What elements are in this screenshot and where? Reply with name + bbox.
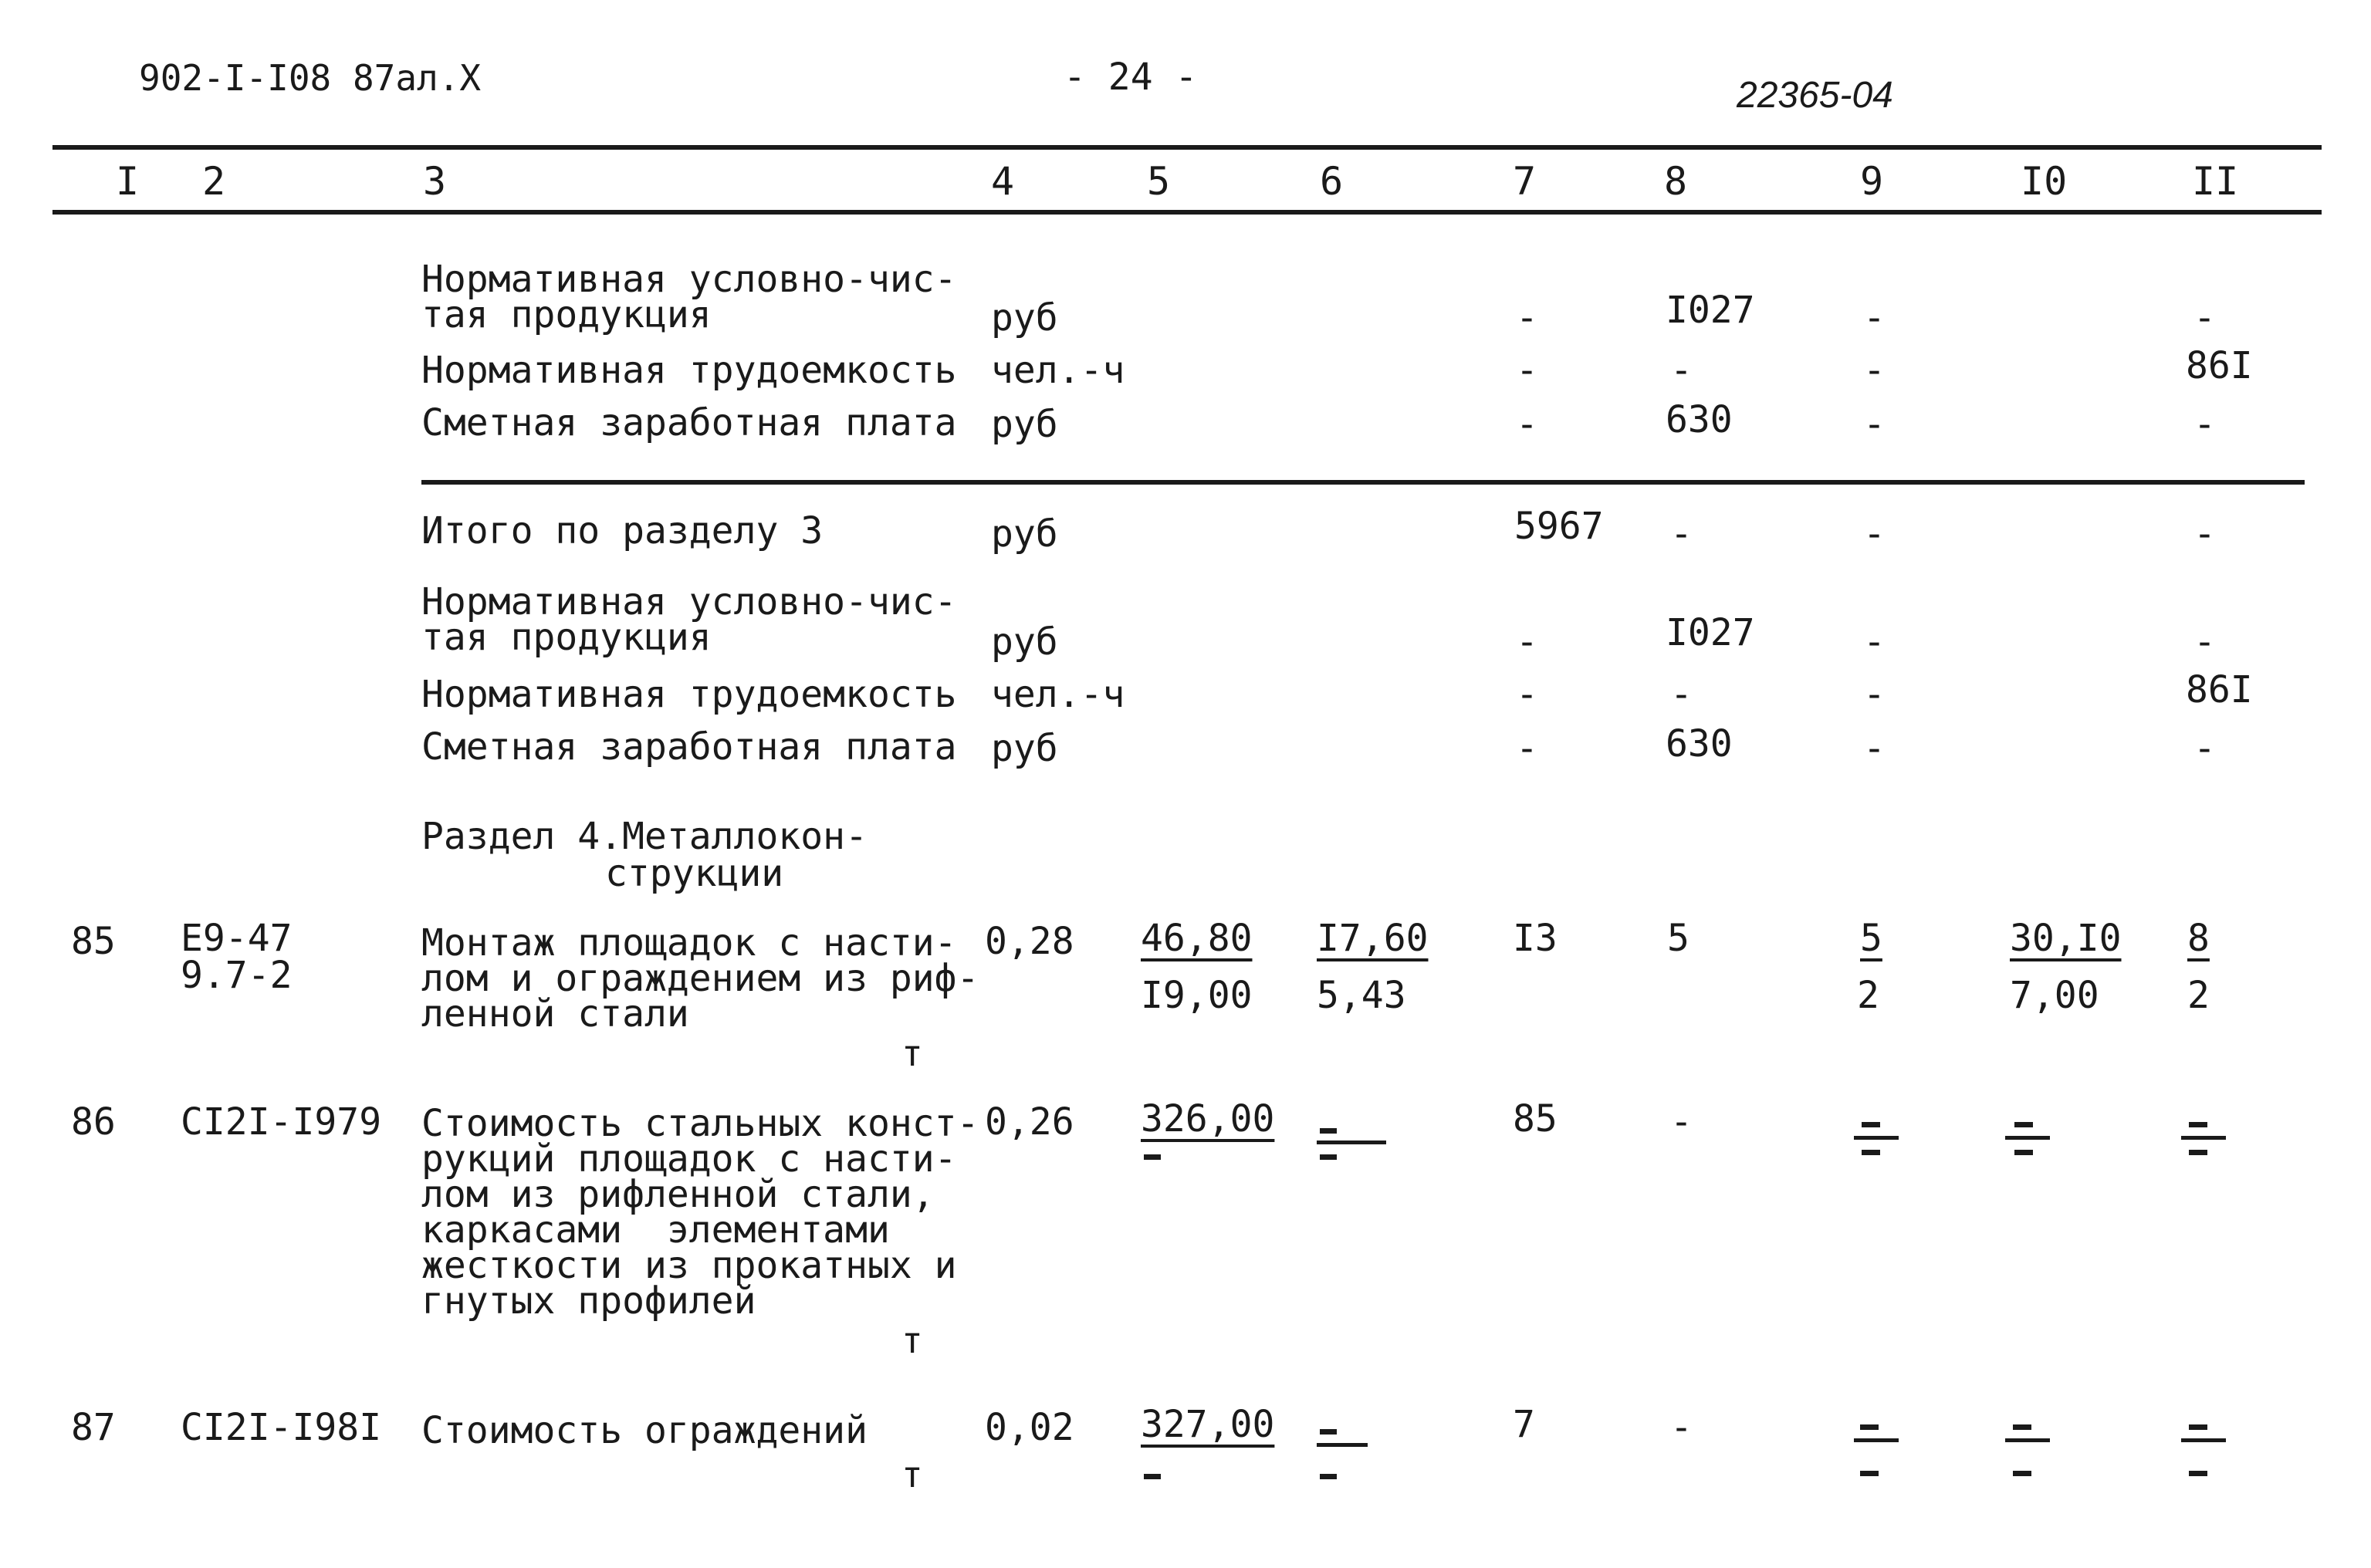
value-cell: - — [2193, 403, 2216, 446]
fraction-bottom: 5,43 — [1317, 974, 1406, 1017]
empty-fraction-line — [2181, 1136, 2226, 1140]
empty-fraction-top-dash — [1860, 1424, 1879, 1430]
row-code: CI2I-I98I — [181, 1406, 382, 1449]
column-header: 3 — [423, 159, 447, 204]
empty-fraction-top-dash — [2013, 1424, 2031, 1430]
row-description: рукций площадок с насти- — [421, 1137, 957, 1181]
column-header: 2 — [202, 159, 226, 204]
value-cell: - — [1670, 673, 1693, 716]
fraction-top: I7,60 — [1317, 917, 1429, 960]
value-cell: - — [1670, 1100, 1693, 1144]
unit-cell: т — [901, 1032, 923, 1074]
value-cell: - — [1863, 620, 1886, 664]
empty-fraction-bottom-dash — [2189, 1471, 2207, 1476]
unit-cell: т — [901, 1454, 923, 1495]
row-description: Сметная заработная плата — [421, 401, 957, 444]
row-description: Нормативная условно-чис- — [421, 580, 957, 623]
value-cell: - — [1863, 727, 1886, 770]
value-cell: - — [1863, 403, 1886, 446]
value-cell: I027 — [1666, 289, 1755, 332]
value-cell: 630 — [1666, 722, 1733, 765]
column-header: 4 — [991, 159, 1015, 204]
empty-fraction-line — [1317, 1141, 1386, 1144]
fraction-bottom: 2 — [1857, 974, 1879, 1017]
value-cell: - — [1516, 349, 1538, 392]
row-description: гнутых профилей — [421, 1279, 756, 1323]
value-cell: 630 — [1666, 398, 1733, 441]
row-description: тая продукция — [421, 616, 712, 659]
fraction-top: 326,00 — [1141, 1097, 1275, 1141]
value-cell: - — [1516, 296, 1538, 340]
fraction-top: 30,I0 — [2010, 917, 2122, 960]
empty-fraction-top-dash — [2014, 1122, 2033, 1127]
row-code: CI2I-I979 — [181, 1100, 382, 1144]
archive-number: 22365-04 — [1737, 75, 1893, 116]
row-number: 85 — [71, 920, 116, 963]
empty-fraction-line — [1854, 1438, 1899, 1442]
value-cell: - — [2193, 620, 2216, 664]
row-description: каркасами элементами — [421, 1208, 890, 1252]
section-total-rule — [421, 480, 2305, 485]
empty-fraction-bottom-dash — [2013, 1471, 2031, 1476]
empty-fraction-bottom-dash — [1862, 1150, 1880, 1155]
empty-fraction-bottom-dash — [1860, 1471, 1879, 1476]
row-description: Стоимость стальных конст- — [421, 1102, 979, 1145]
fraction-bottom: I9,00 — [1141, 974, 1253, 1017]
fraction-bottom-dash — [1144, 1154, 1161, 1160]
row-description: Монтаж площадок с насти- — [421, 921, 957, 965]
value-cell: 86I — [2186, 668, 2253, 711]
unit-cell: чел.-ч — [991, 673, 1125, 716]
row-description: лом из рифленной стали, — [421, 1173, 935, 1216]
unit-cell: руб — [991, 620, 1058, 664]
unit-cell: руб — [991, 296, 1058, 340]
row-number: 87 — [71, 1406, 116, 1449]
value-cell: - — [1863, 673, 1886, 716]
row-description: Нормативная условно-чис- — [421, 258, 957, 301]
empty-fraction-top-dash — [1320, 1128, 1337, 1134]
column-header: 9 — [1860, 159, 1884, 204]
empty-fraction-line — [2005, 1136, 2050, 1140]
row-description: лом и ограждением из риф- — [421, 957, 979, 1000]
empty-fraction-top-dash — [2189, 1122, 2207, 1127]
quantity-cell: 0,26 — [985, 1100, 1074, 1144]
row-description: Сметная заработная плата — [421, 725, 957, 769]
row-description: Стоимость ограждений — [421, 1409, 868, 1452]
column-header: I — [116, 159, 140, 204]
value-cell: - — [1863, 296, 1886, 340]
fraction-bottom: 7,00 — [2010, 974, 2099, 1017]
value-cell: - — [1516, 673, 1538, 716]
empty-fraction-bottom-dash — [2014, 1150, 2033, 1155]
value-cell: 5 — [1667, 917, 1689, 960]
empty-fraction-bottom-dash — [1320, 1154, 1337, 1160]
row-description: Нормативная трудоемкость — [421, 673, 957, 716]
empty-fraction-bottom-dash — [2189, 1150, 2207, 1155]
value-cell: I027 — [1666, 611, 1755, 654]
empty-fraction-line — [1317, 1443, 1368, 1447]
page-number: - 24 - — [1064, 56, 1198, 99]
row-description: тая продукция — [421, 293, 712, 336]
section-heading: струкции — [605, 852, 784, 895]
section-heading: Раздел 4.Металлокон- — [421, 815, 868, 858]
column-header: I0 — [2021, 159, 2068, 204]
value-cell: 7 — [1513, 1403, 1535, 1446]
quantity-cell: 0,28 — [985, 920, 1074, 963]
value-cell: - — [1670, 349, 1693, 392]
value-cell: - — [1670, 512, 1693, 556]
unit-cell: руб — [991, 403, 1058, 446]
column-header: 6 — [1320, 159, 1344, 204]
empty-fraction-line — [2181, 1438, 2226, 1442]
value-cell: - — [1516, 727, 1538, 770]
fraction-top: 8 — [2187, 917, 2210, 960]
value-cell: - — [1670, 1406, 1693, 1449]
value-cell: - — [1863, 512, 1886, 556]
section-total-label: Итого по разделу 3 — [421, 509, 824, 553]
value-cell: - — [1516, 403, 1538, 446]
unit-cell: чел.-ч — [991, 349, 1125, 392]
row-code: 9.7-2 — [181, 954, 293, 997]
empty-fraction-top-dash — [1320, 1429, 1337, 1435]
empty-fraction-top-dash — [2189, 1424, 2207, 1430]
quantity-cell: 0,02 — [985, 1406, 1074, 1449]
row-description: жесткости из прокатных и — [421, 1244, 957, 1287]
value-cell: - — [2193, 512, 2216, 556]
column-header: 5 — [1147, 159, 1171, 204]
table-top-rule — [52, 145, 2322, 150]
value-cell: - — [2193, 296, 2216, 340]
value-cell: 86I — [2186, 344, 2253, 387]
column-header: 7 — [1513, 159, 1537, 204]
value-cell: - — [2193, 727, 2216, 770]
value-cell: I3 — [1513, 917, 1558, 960]
fraction-bottom: 2 — [2187, 974, 2210, 1017]
fraction-top: 5 — [1860, 917, 1882, 960]
value-cell: - — [1863, 349, 1886, 392]
value-cell: 5967 — [1514, 505, 1604, 548]
fraction-bottom-dash — [1144, 1474, 1161, 1479]
table-header-rule — [52, 210, 2322, 215]
row-code: Е9-47 — [181, 917, 293, 960]
fraction-top: 327,00 — [1141, 1403, 1275, 1446]
empty-fraction-top-dash — [1862, 1122, 1880, 1127]
document-code: 902-I-I08 87ал.X — [139, 57, 482, 99]
empty-fraction-bottom-dash — [1320, 1474, 1337, 1479]
unit-cell: руб — [991, 512, 1058, 556]
row-number: 86 — [71, 1100, 116, 1144]
value-cell: 85 — [1513, 1097, 1558, 1141]
empty-fraction-line — [1854, 1136, 1899, 1140]
empty-fraction-line — [2005, 1438, 2050, 1442]
row-description: ленной стали — [421, 992, 689, 1036]
value-cell: - — [1516, 620, 1538, 664]
unit-cell: т — [901, 1320, 923, 1361]
unit-cell: руб — [991, 727, 1058, 770]
column-header: 8 — [1664, 159, 1688, 204]
row-description: Нормативная трудоемкость — [421, 349, 957, 392]
fraction-top: 46,80 — [1141, 917, 1253, 960]
column-header: II — [2192, 159, 2239, 204]
